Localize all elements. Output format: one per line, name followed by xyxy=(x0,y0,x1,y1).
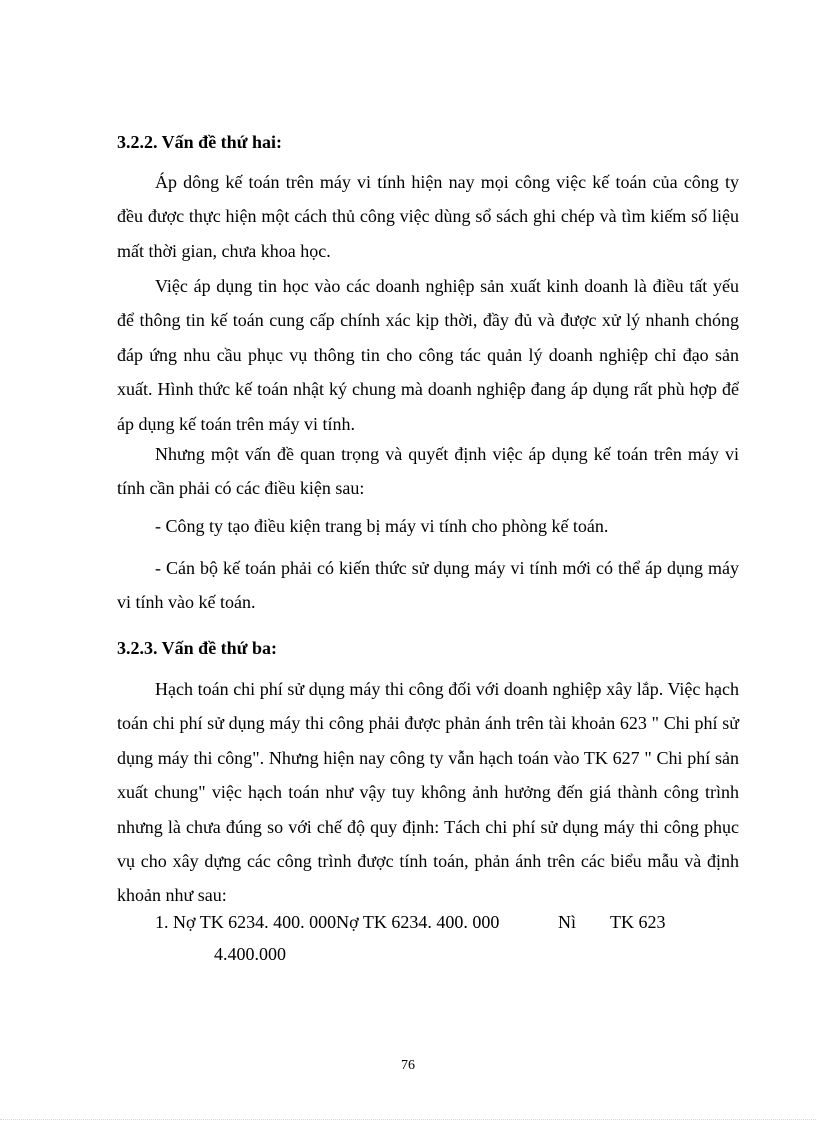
section-heading-3-2-2: 3.2.2. Vấn đề thứ hai: xyxy=(117,132,282,152)
paragraph-1: Áp dông kế toán trên máy vi tính hiện nay mọi công việc kế toán của công ty đều được thực hiện một cách thủ công việc dùng sổ sách ghi chép và tìm kiếm số liệu mất thời gian, chưa khoa học. xyxy=(117,172,739,261)
entry-debit-line: 1. Nợ TK 6234. 400. 000Nợ TK 6234. 400. 000 xyxy=(155,912,500,932)
entry-amount: 4.400.000 xyxy=(214,944,286,964)
section-heading-3-2-3: 3.2.3. Vấn đề thứ ba: xyxy=(117,638,277,658)
entry-credit-account: TK 623 xyxy=(610,912,666,932)
bullet-item-2: - Cán bộ kế toán phải có kiến thức sử dụng máy vi tính mới có thể áp dụng máy vi tính vào kế toán. xyxy=(117,558,739,613)
page-bottom-divider xyxy=(0,1119,816,1120)
entry-credit-label: Nì xyxy=(558,912,576,932)
paragraph-4: Hạch toán chi phí sử dụng máy thi công đối với doanh nghiệp xây lắp. Việc hạch toán chi phí sử dụng máy thi công phải được phản ánh trên tài khoản 623 " Chi phí sử dụng máy thi công". Nhưng hiện nay công ty vẫn hạch toán vào TK 627 " Chi phí sản xuất chung" việc hạch toán như vậy tuy không ảnh hưởng đến giá thành công trình nhưng là chưa đúng so với chế độ quy định: Tách chi phí sử dụng máy thi công phục vụ cho xây dựng các công trình được tính toán, phản ánh trên các biểu mẫu và định khoản như sau: xyxy=(117,679,739,906)
paragraph-3: Nhưng một vấn đề quan trọng và quyết định việc áp dụng kế toán trên máy vi tính cần phải có các điều kiện sau: xyxy=(117,444,739,499)
page-number: 76 xyxy=(401,1058,415,1073)
bullet-item-1: - Công ty tạo điều kiện trang bị máy vi tính cho phòng kế toán. xyxy=(155,516,609,536)
paragraph-2: Việc áp dụng tin học vào các doanh nghiệp sản xuất kinh doanh là điều tất yếu để thông tin kế toán cung cấp chính xác kịp thời, đầy đủ và được xử lý nhanh chóng đáp ứng nhu cầu phục vụ thông tin cho công tác quản lý doanh nghiệp chỉ đạo sản xuất. Hình thức kế toán nhật ký chung mà doanh nghiệp đang áp dụng rất phù hợp để áp dụng kế toán trên máy vi tính. xyxy=(117,276,739,434)
